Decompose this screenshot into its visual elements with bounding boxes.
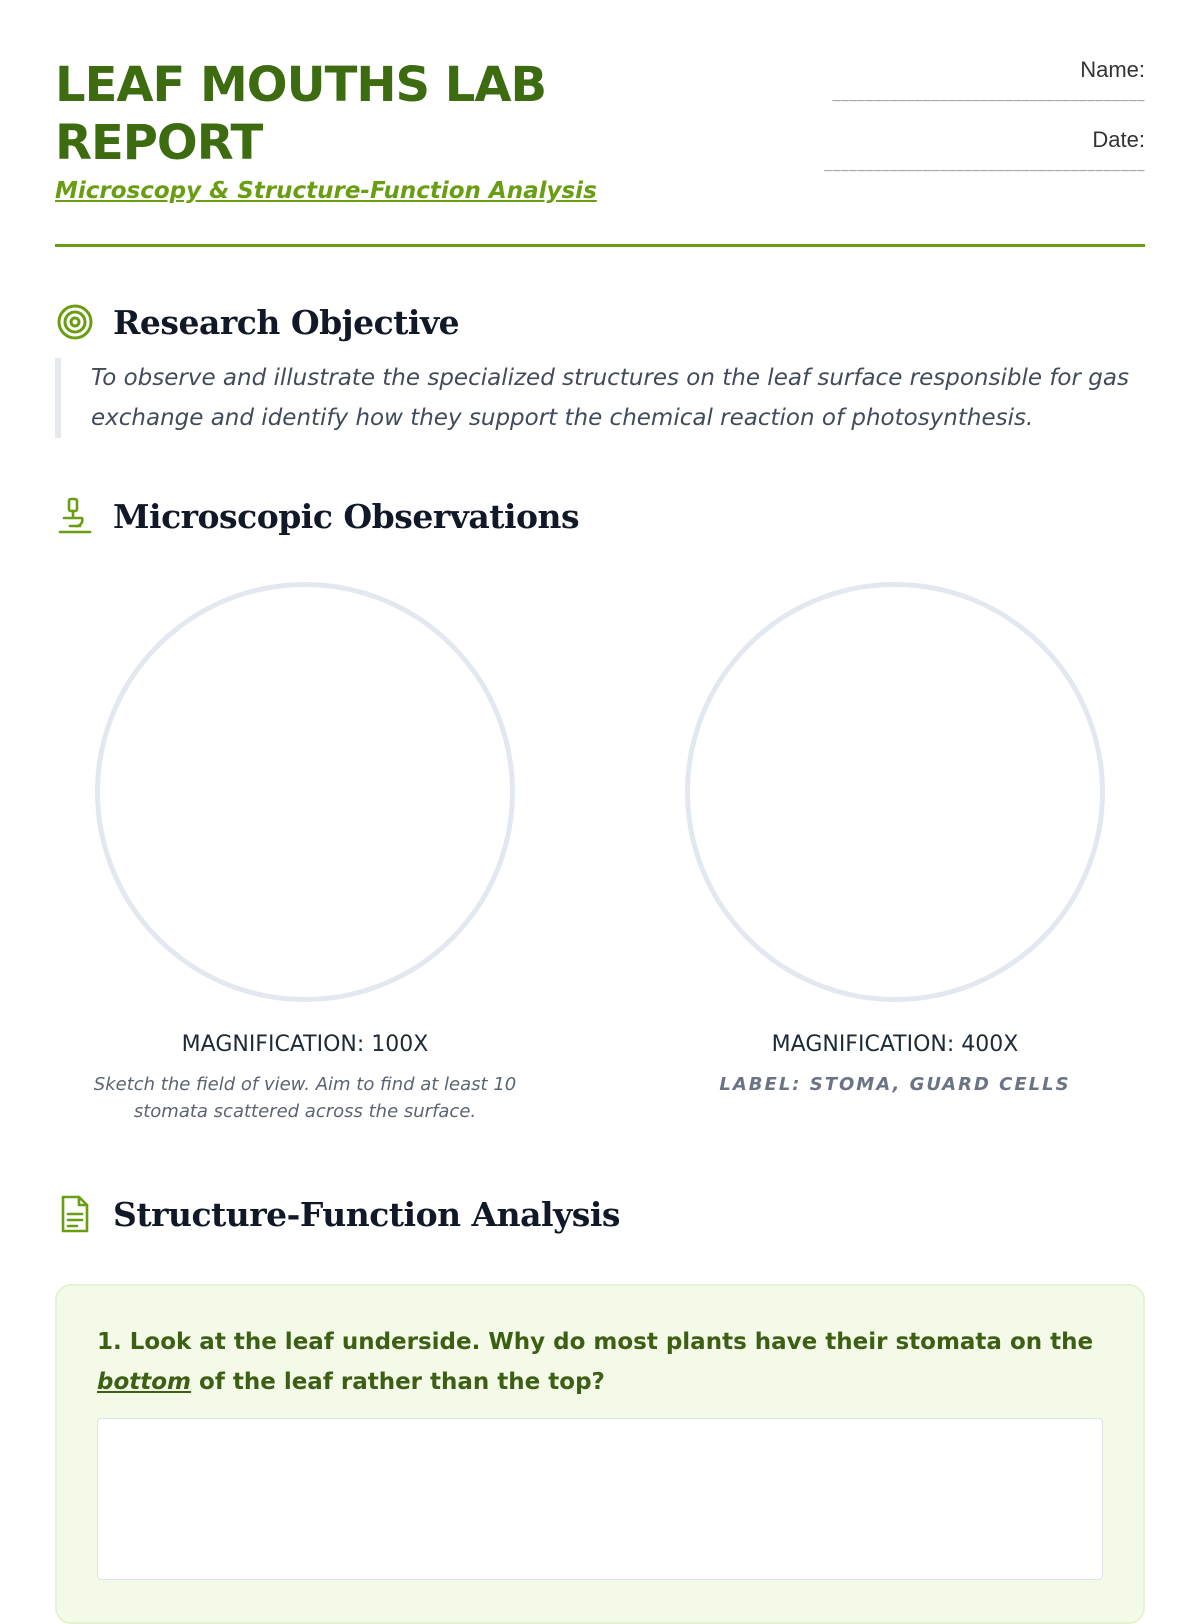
magnification-label: MAGNIFICATION: 400X: [771, 1032, 1019, 1057]
name-label: Name:: [1080, 57, 1145, 82]
section-heading: [55, 1192, 1145, 1236]
view-100x: [55, 582, 555, 1125]
label-hint: LABEL: STOMA, GUARD CELLS: [719, 1074, 1071, 1095]
structure-function-section: [55, 1192, 1145, 1624]
research-objective-section: [55, 300, 1145, 438]
page-subtitle: Microscopy & Structure-Function Analysis: [55, 178, 597, 204]
target-icon: [55, 302, 95, 342]
answer-box[interactable]: [97, 1418, 1103, 1580]
question-suffix: of the leaf rather than the top?: [191, 1369, 605, 1395]
question-prefix: 1. Look at the leaf underside. Why do most plants have their stomata on the: [97, 1329, 1094, 1355]
document-icon: [55, 1194, 95, 1234]
objective-text: To observe and illustrate the specialized structures on the leaf surface responsible for gas exchange and identify how they support the chemical reaction of photosynthesis.: [55, 358, 1145, 438]
date-label: Date:: [1092, 127, 1145, 152]
section-heading: [55, 300, 1145, 344]
question-text: [97, 1322, 1103, 1402]
section-title: Structure-Function Analysis: [113, 1194, 620, 1234]
question-card: [55, 1284, 1145, 1624]
page-title: LEAF MOUTHS LAB REPORT: [55, 57, 547, 171]
magnification-label: MAGNIFICATION: 100X: [181, 1032, 429, 1057]
section-heading: [55, 494, 1145, 538]
section-title: Microscopic Observations: [113, 496, 580, 536]
date-field[interactable]: _______________________________________: [824, 157, 1145, 172]
section-title: Research Objective: [113, 302, 460, 342]
sketch-circle[interactable]: [685, 582, 1105, 1002]
microscopic-observations-section: [55, 494, 1145, 1122]
student-meta: [824, 55, 1145, 195]
report-header: [55, 0, 1145, 247]
sketch-circle[interactable]: [95, 582, 515, 1002]
microscope-icon: [55, 496, 95, 536]
view-400x: [645, 582, 1145, 1098]
microscope-views: [55, 582, 1145, 1142]
question-emphasis: bottom: [97, 1369, 192, 1395]
sketch-hint: Sketch the field of view. Aim to find at least 10 stomata scattered across the surface.: [93, 1074, 517, 1122]
name-field[interactable]: ______________________________________: [832, 87, 1145, 102]
